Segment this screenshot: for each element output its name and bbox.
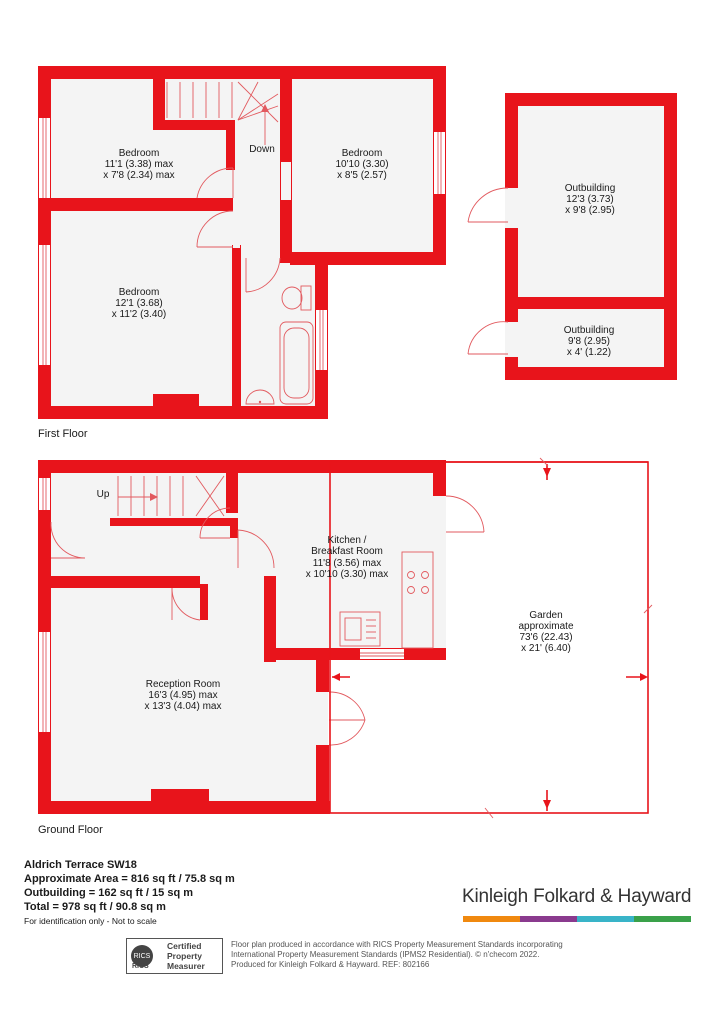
first-floor-plan [38, 66, 446, 419]
bedroom-2-dims-2: x 8'5 (2.57) [337, 170, 387, 181]
brand-bar-orange [463, 916, 520, 922]
measurement-footnote: Floor plan produced in accordance with RICS Property Measurement Standards incorporating International Property Measurement Standards (IPMS2 Residential). © n'checom 2022. Produced for Kinleigh Folkard & Hayward. REF: 802166 [231, 940, 563, 969]
rics-badge-text: Certified Property Measurer [167, 941, 205, 971]
outbuilding-2-dims-1: 9'8 (2.95) [568, 336, 610, 347]
outbuilding-1-dims-2: x 9'8 (2.95) [565, 205, 615, 216]
stairs-up-label: Up [96, 489, 110, 500]
rics-logo-icon: RICS [131, 945, 153, 967]
reception-name: Reception Room [145, 679, 221, 690]
bedroom-3-dims-1: 12'1 (3.68) [115, 298, 163, 309]
agency-logo-text: Kinleigh Folkard & Hayward [462, 886, 692, 907]
total-area: Total = 978 sq ft / 90.8 sq m [24, 901, 166, 913]
ground-floor-caption: Ground Floor [38, 824, 103, 836]
brand-bar-green [634, 916, 691, 922]
brand-bar-teal [577, 916, 634, 922]
first-floor-caption: First Floor [38, 428, 88, 440]
kitchen-name-1: Kitchen / [327, 535, 367, 546]
kitchen-dims-1: 11'8 (3.56) max [312, 558, 382, 569]
garden-name-2: approximate [518, 621, 574, 632]
reception-dims-1: 16'3 (4.95) max [148, 690, 218, 701]
ground-floor-plan [38, 458, 652, 818]
garden-dims-2: x 21' (6.40) [521, 643, 571, 654]
outbuildings-plan [468, 93, 677, 380]
outbuilding-1-dims-1: 12'3 (3.73) [566, 194, 614, 205]
approximate-area: Approximate Area = 816 sq ft / 75.8 sq m [24, 873, 235, 885]
bedroom-1-dims-2: x 7'8 (2.34) max [103, 170, 175, 181]
reception-dims-2: x 13'3 (4.04) max [144, 701, 222, 712]
rics-certified-badge [126, 938, 223, 974]
bedroom-2-dims-1: 10'10 (3.30) [335, 159, 389, 170]
outbuilding-2-name: Outbuilding [563, 325, 615, 336]
outbuilding-area: Outbuilding = 162 sq ft / 15 sq m [24, 887, 194, 899]
kitchen-name-2: Breakfast Room [311, 546, 383, 557]
outbuilding-1-name: Outbuilding [564, 183, 616, 194]
stairs-down-label: Down [249, 144, 275, 155]
address: Aldrich Terrace SW18 [24, 859, 137, 871]
garden-name-1: Garden [529, 610, 563, 621]
bedroom-1-dims-1: 11'1 (3.38) max [104, 159, 174, 170]
bedroom-1-name: Bedroom [118, 148, 160, 159]
area-summary [24, 858, 235, 928]
rics-logo-word: RICS [132, 963, 149, 970]
scale-note: For identification only - Not to scale [24, 916, 157, 926]
garden-dims-1: 73'6 (22.43) [519, 632, 573, 643]
bedroom-2-name: Bedroom [341, 148, 383, 159]
outbuilding-2-dims-2: x 4' (1.22) [566, 347, 612, 358]
bedroom-3-name: Bedroom [118, 287, 160, 298]
brand-bar-purple [520, 916, 577, 922]
bedroom-3-dims-2: x 11'2 (3.40) [111, 309, 167, 320]
kitchen-dims-2: x 10'10 (3.30) max [305, 569, 389, 580]
